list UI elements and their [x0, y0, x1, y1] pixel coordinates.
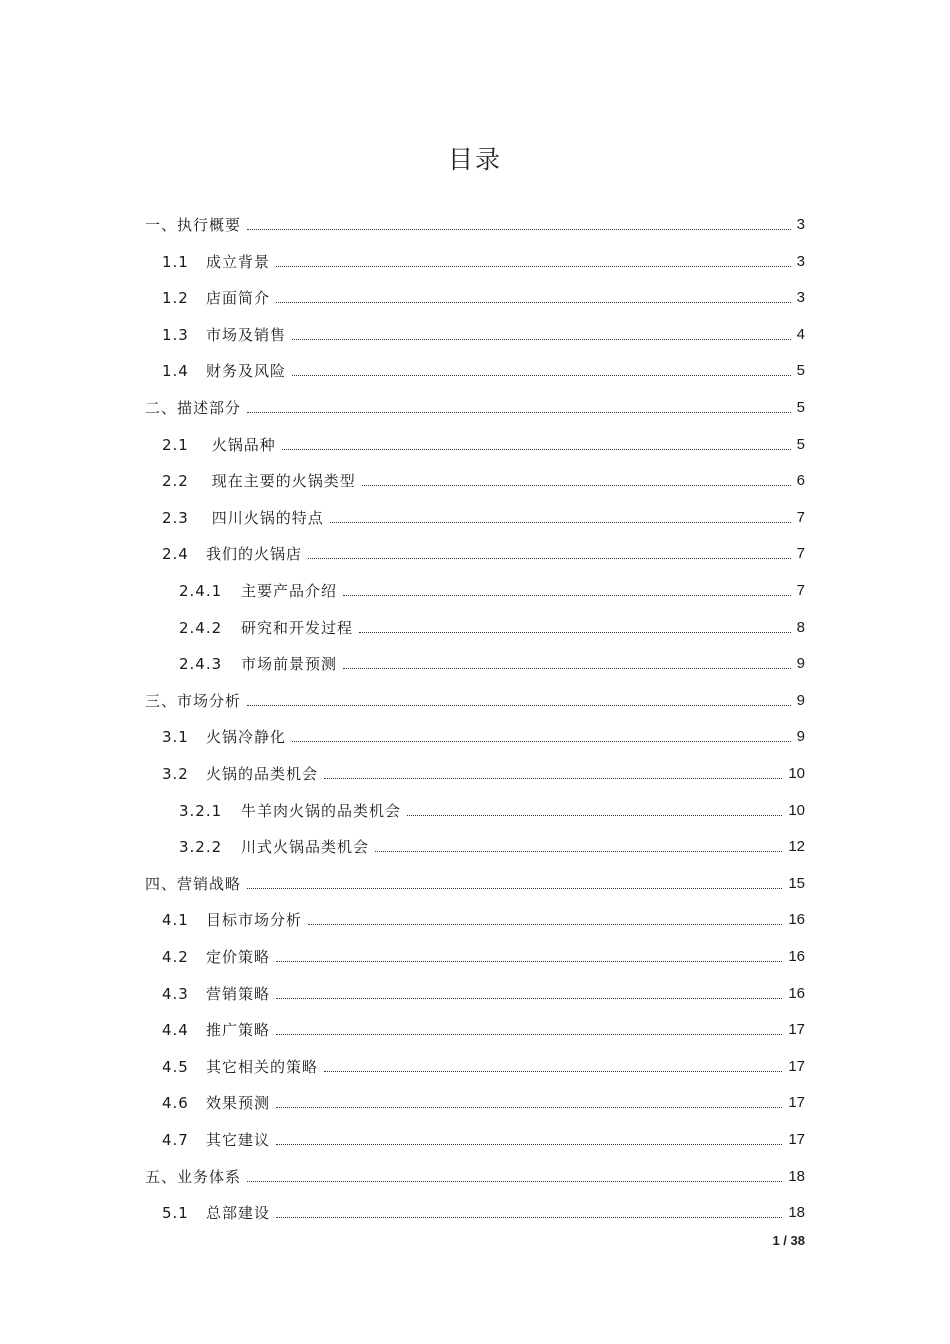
toc-entry-title: 一、执行概要: [145, 216, 242, 234]
toc-entry-number: 3.2.1: [179, 801, 223, 820]
toc-entry[interactable]: [162, 1126, 805, 1150]
toc-dot-leader: [247, 229, 791, 230]
toc-entry-page: 18: [788, 1167, 805, 1185]
toc-entry-page: 5: [796, 399, 805, 416]
toc-entry[interactable]: [162, 431, 805, 455]
toc-entry-title: 火锅冷静化: [206, 728, 287, 747]
toc-entry-page: 17: [788, 1021, 805, 1039]
toc-entry-title: 定价策略: [206, 948, 271, 966]
toc-entry-page: 9: [796, 691, 805, 709]
toc-entry-title: 营销策略: [206, 984, 271, 1003]
toc-entry-number: 2.4.2: [179, 618, 223, 637]
toc-dot-leader: [292, 375, 791, 376]
toc-dot-leader: [247, 1181, 782, 1182]
toc-entry-number: 4.7: [162, 1131, 189, 1149]
toc-entry-page: 6: [796, 472, 805, 490]
toc-entry-title: 二、描述部分: [145, 399, 242, 417]
toc-entry[interactable]: [162, 760, 805, 784]
toc-entry-number: 3.1: [162, 728, 189, 747]
toc-entry-page: 18: [788, 1204, 805, 1222]
toc-entry[interactable]: [145, 394, 805, 418]
toc-entry-title: 其它相关的策略: [206, 1057, 319, 1076]
toc-entry-page: 7: [796, 508, 805, 526]
toc-entry-number: 1.2: [162, 289, 189, 308]
toc-entry-number: 3.2.2: [179, 838, 223, 857]
toc-dot-leader: [330, 522, 791, 523]
toc-entry[interactable]: [162, 1053, 805, 1077]
toc-entry-title: 火锅的品类机会: [206, 765, 319, 783]
toc-dot-leader: [375, 851, 782, 852]
toc-entry[interactable]: [162, 248, 805, 272]
toc-entry-page: 3: [796, 216, 805, 233]
toc-entry-title: 四川火锅的特点: [206, 508, 324, 527]
toc-entry-page: 7: [796, 582, 805, 599]
toc-entry-title: 三、市场分析: [145, 691, 242, 710]
toc-dot-leader: [324, 778, 782, 779]
toc-dot-leader: [343, 595, 791, 596]
toc-entry-page: 7: [796, 545, 805, 563]
toc-entry-title: 川式火锅品类机会: [241, 838, 370, 857]
toc-entry-number: 2.4.1: [179, 582, 223, 600]
toc-entry-title: 推广策略: [206, 1021, 271, 1040]
toc-entry-number: 2.4: [162, 545, 189, 564]
toc-entry-title: 四、营销战略: [145, 874, 242, 893]
toc-entry-page: 15: [788, 874, 805, 892]
toc-entry[interactable]: [145, 687, 805, 711]
toc-entry[interactable]: [162, 1016, 805, 1040]
toc-entry-page: 16: [788, 984, 805, 1002]
toc-dot-leader: [362, 485, 791, 486]
toc-entry-title: 火锅品种: [206, 435, 276, 454]
toc-entry-title: 市场前景预测: [241, 655, 338, 674]
toc-entry[interactable]: [145, 1163, 805, 1187]
toc-entry-title: 主要产品介绍: [241, 582, 338, 600]
toc-entry[interactable]: [145, 870, 805, 894]
toc-entry-page: 16: [788, 911, 805, 929]
toc-entry-page: 3: [796, 252, 805, 270]
toc-dot-leader: [276, 1034, 782, 1035]
toc-dot-leader: [276, 998, 782, 999]
toc-entry-number: 2.3: [162, 508, 189, 527]
toc-entry-number: 2.1: [162, 435, 189, 454]
toc-entry-page: 10: [788, 801, 805, 819]
toc-entry-number: 1.1: [162, 252, 189, 271]
toc-entry-title: 店面简介: [206, 289, 271, 308]
toc-entry[interactable]: [162, 906, 805, 930]
toc-entry-title: 效果预测: [206, 1094, 271, 1113]
toc-dot-leader: [359, 632, 791, 633]
toc-entry-title: 成立背景: [206, 252, 271, 271]
toc-entry[interactable]: [162, 723, 805, 747]
toc-dot-leader: [276, 961, 782, 962]
toc-dot-leader: [282, 449, 791, 450]
toc-entry-number: 1.4: [162, 362, 189, 381]
toc-entry-page: 3: [796, 289, 805, 307]
toc-entry-number: 2.2: [162, 472, 189, 491]
toc-entry-number: 4.2: [162, 948, 189, 966]
toc-entry-page: 9: [796, 655, 805, 673]
toc-entry-number: 5.1: [162, 1204, 189, 1223]
toc-dot-leader: [247, 412, 791, 413]
toc-entry-page: 17: [788, 1057, 805, 1075]
toc-entry-page: 12: [788, 838, 805, 856]
toc-entry[interactable]: [179, 833, 805, 857]
toc-entry-title: 我们的火锅店: [206, 545, 303, 564]
toc-entry-page: 8: [796, 618, 805, 636]
toc-dot-leader: [276, 302, 791, 303]
toc-entry[interactable]: [162, 980, 805, 1004]
toc-entry[interactable]: [162, 357, 805, 381]
toc-dot-leader: [343, 668, 791, 669]
toc-dot-leader: [276, 1217, 782, 1218]
toc-entry-page: 5: [796, 362, 805, 380]
toc-dot-leader: [292, 741, 791, 742]
toc-entry[interactable]: [162, 540, 805, 564]
toc-entry-page: 16: [788, 948, 805, 965]
toc-title: 目录: [447, 145, 502, 174]
toc-entry-title: 牛羊肉火锅的品类机会: [241, 801, 402, 820]
toc-dot-leader: [276, 1144, 782, 1145]
toc-entry[interactable]: [179, 577, 805, 601]
toc-entry-title: 市场及销售: [206, 325, 287, 344]
toc-entry-title: 研究和开发过程: [241, 618, 354, 637]
toc-entry-number: 4.1: [162, 911, 189, 930]
toc-entry-number: 4.4: [162, 1021, 189, 1040]
toc-entry-title: 目标市场分析: [206, 911, 303, 930]
toc-entry-title: 总部建设: [206, 1204, 271, 1223]
toc-entry[interactable]: [162, 943, 805, 967]
toc-entry[interactable]: [179, 614, 805, 638]
toc-dot-leader: [247, 705, 791, 706]
toc-entry-number: 4.3: [162, 984, 189, 1003]
toc-entry[interactable]: [162, 1199, 805, 1223]
toc-entry[interactable]: [162, 467, 805, 491]
toc-entry-title: 其它建议: [206, 1131, 271, 1149]
page-number: 1 / 38: [772, 1233, 805, 1248]
toc-dot-leader: [407, 815, 782, 816]
toc-entry[interactable]: [162, 504, 805, 528]
toc-entry-number: 4.5: [162, 1057, 189, 1076]
toc-entry-page: 17: [788, 1131, 805, 1148]
toc-dot-leader: [292, 339, 791, 340]
toc-entry[interactable]: [145, 211, 805, 235]
toc-entry-title: 现在主要的火锅类型: [206, 472, 356, 491]
toc-entry-page: 10: [788, 765, 805, 782]
toc-entry-page: 17: [788, 1094, 805, 1112]
toc-entry-page: 9: [796, 728, 805, 746]
toc-entry-title: 财务及风险: [206, 362, 287, 381]
toc-entry-number: 1.3: [162, 325, 189, 344]
toc-entry-number: 2.4.3: [179, 655, 223, 674]
toc-entry[interactable]: [179, 797, 805, 821]
toc-entry-page: 5: [796, 435, 805, 453]
toc-entry-page: 4: [796, 325, 805, 343]
toc-dot-leader: [324, 1071, 782, 1072]
toc-entry[interactable]: [162, 321, 805, 345]
toc-dot-leader: [276, 1107, 782, 1108]
toc-entry-title: 五、业务体系: [145, 1167, 242, 1186]
toc-entry[interactable]: [179, 650, 805, 674]
toc-entry[interactable]: [162, 1089, 805, 1113]
toc-dot-leader: [308, 558, 791, 559]
toc-dot-leader: [308, 924, 782, 925]
toc-entry-number: 3.2: [162, 765, 189, 783]
toc-entry[interactable]: [162, 284, 805, 308]
toc-dot-leader: [276, 266, 791, 267]
toc-entry-number: 4.6: [162, 1094, 189, 1113]
toc-dot-leader: [247, 888, 782, 889]
